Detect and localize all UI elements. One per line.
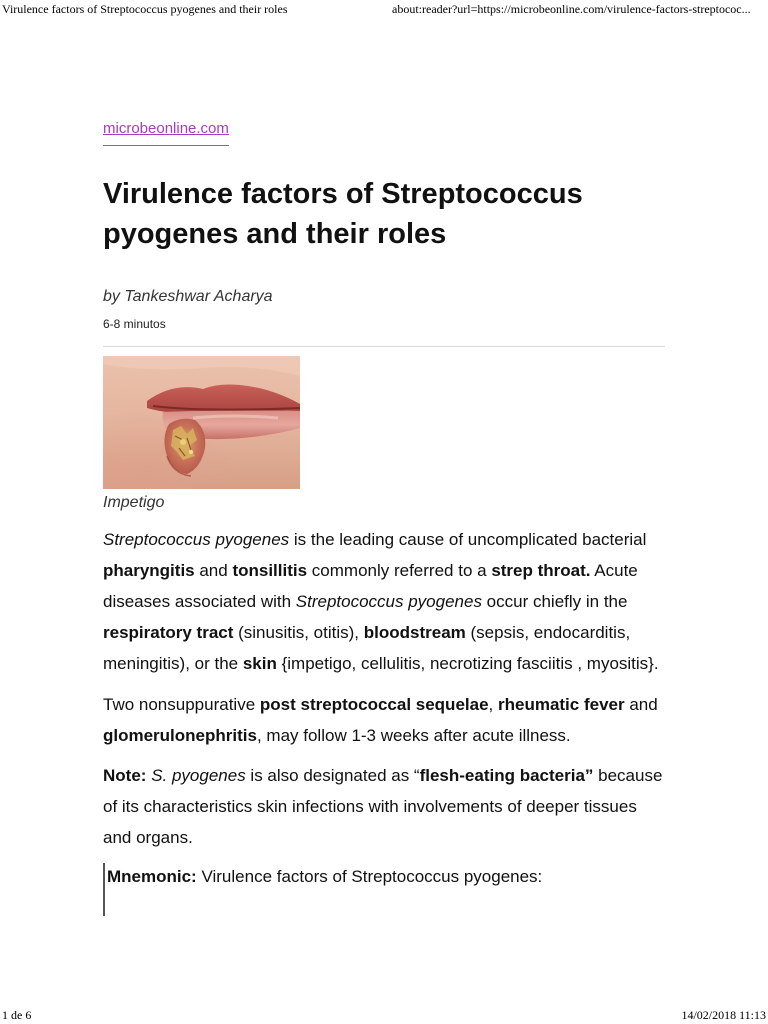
print-header — [0, 0, 768, 18]
figure-caption: Impetigo — [103, 494, 165, 511]
page-number: 1 de 6 — [2, 1008, 32, 1022]
impetigo-photo — [103, 356, 300, 489]
reader-article — [103, 112, 665, 916]
paragraph-intro: Streptococcus pyogenes is the leading cause of uncomplicated bacterial pharyngitis and tonsillitis commonly referred to a strep throat. Acute diseases associated with Streptococcus pyogenes occur chiefly in the respiratory tract (sinusitis, otitis), bloodstream (sepsis, endocarditis, meningitis), or the skin {impetigo, cellulitis, necrotizing fasciitis , myositis}. — [103, 530, 659, 673]
header-divider — [103, 346, 665, 347]
print-header-title: Virulence factors of Streptococcus pyogenes and their roles — [2, 2, 288, 16]
reading-time: 6-8 minutos — [103, 317, 166, 331]
mnemonic-blockquote — [103, 863, 665, 916]
paragraph-sequelae: Two nonsuppurative post streptococcal sequelae, rheumatic fever and glomerulonephritis, may follow 1-3 weeks after acute illness. — [103, 695, 658, 745]
paragraph-note: Note: S. pyogenes is also designated as “flesh-eating bacteria” because of its characteristics skin infections with involvements of deeper tissues and organs. — [103, 766, 663, 847]
source-domain-link[interactable]: microbeonline.com — [103, 119, 229, 146]
print-header-url: about:reader?url=https://microbeonline.com/virulence-factors-streptococ... — [392, 2, 751, 16]
article-byline: by Tankeshwar Acharya — [103, 288, 273, 305]
print-datetime: 14/02/2018 11:13 — [681, 1008, 766, 1022]
article-title: Virulence factors of Streptococcus pyogenes and their roles — [103, 178, 583, 250]
mnemonic-text: Virulence factors of Streptococcus pyogenes: — [196, 867, 543, 886]
print-footer — [0, 1006, 768, 1024]
mnemonic-label: Mnemonic: — [107, 867, 197, 886]
